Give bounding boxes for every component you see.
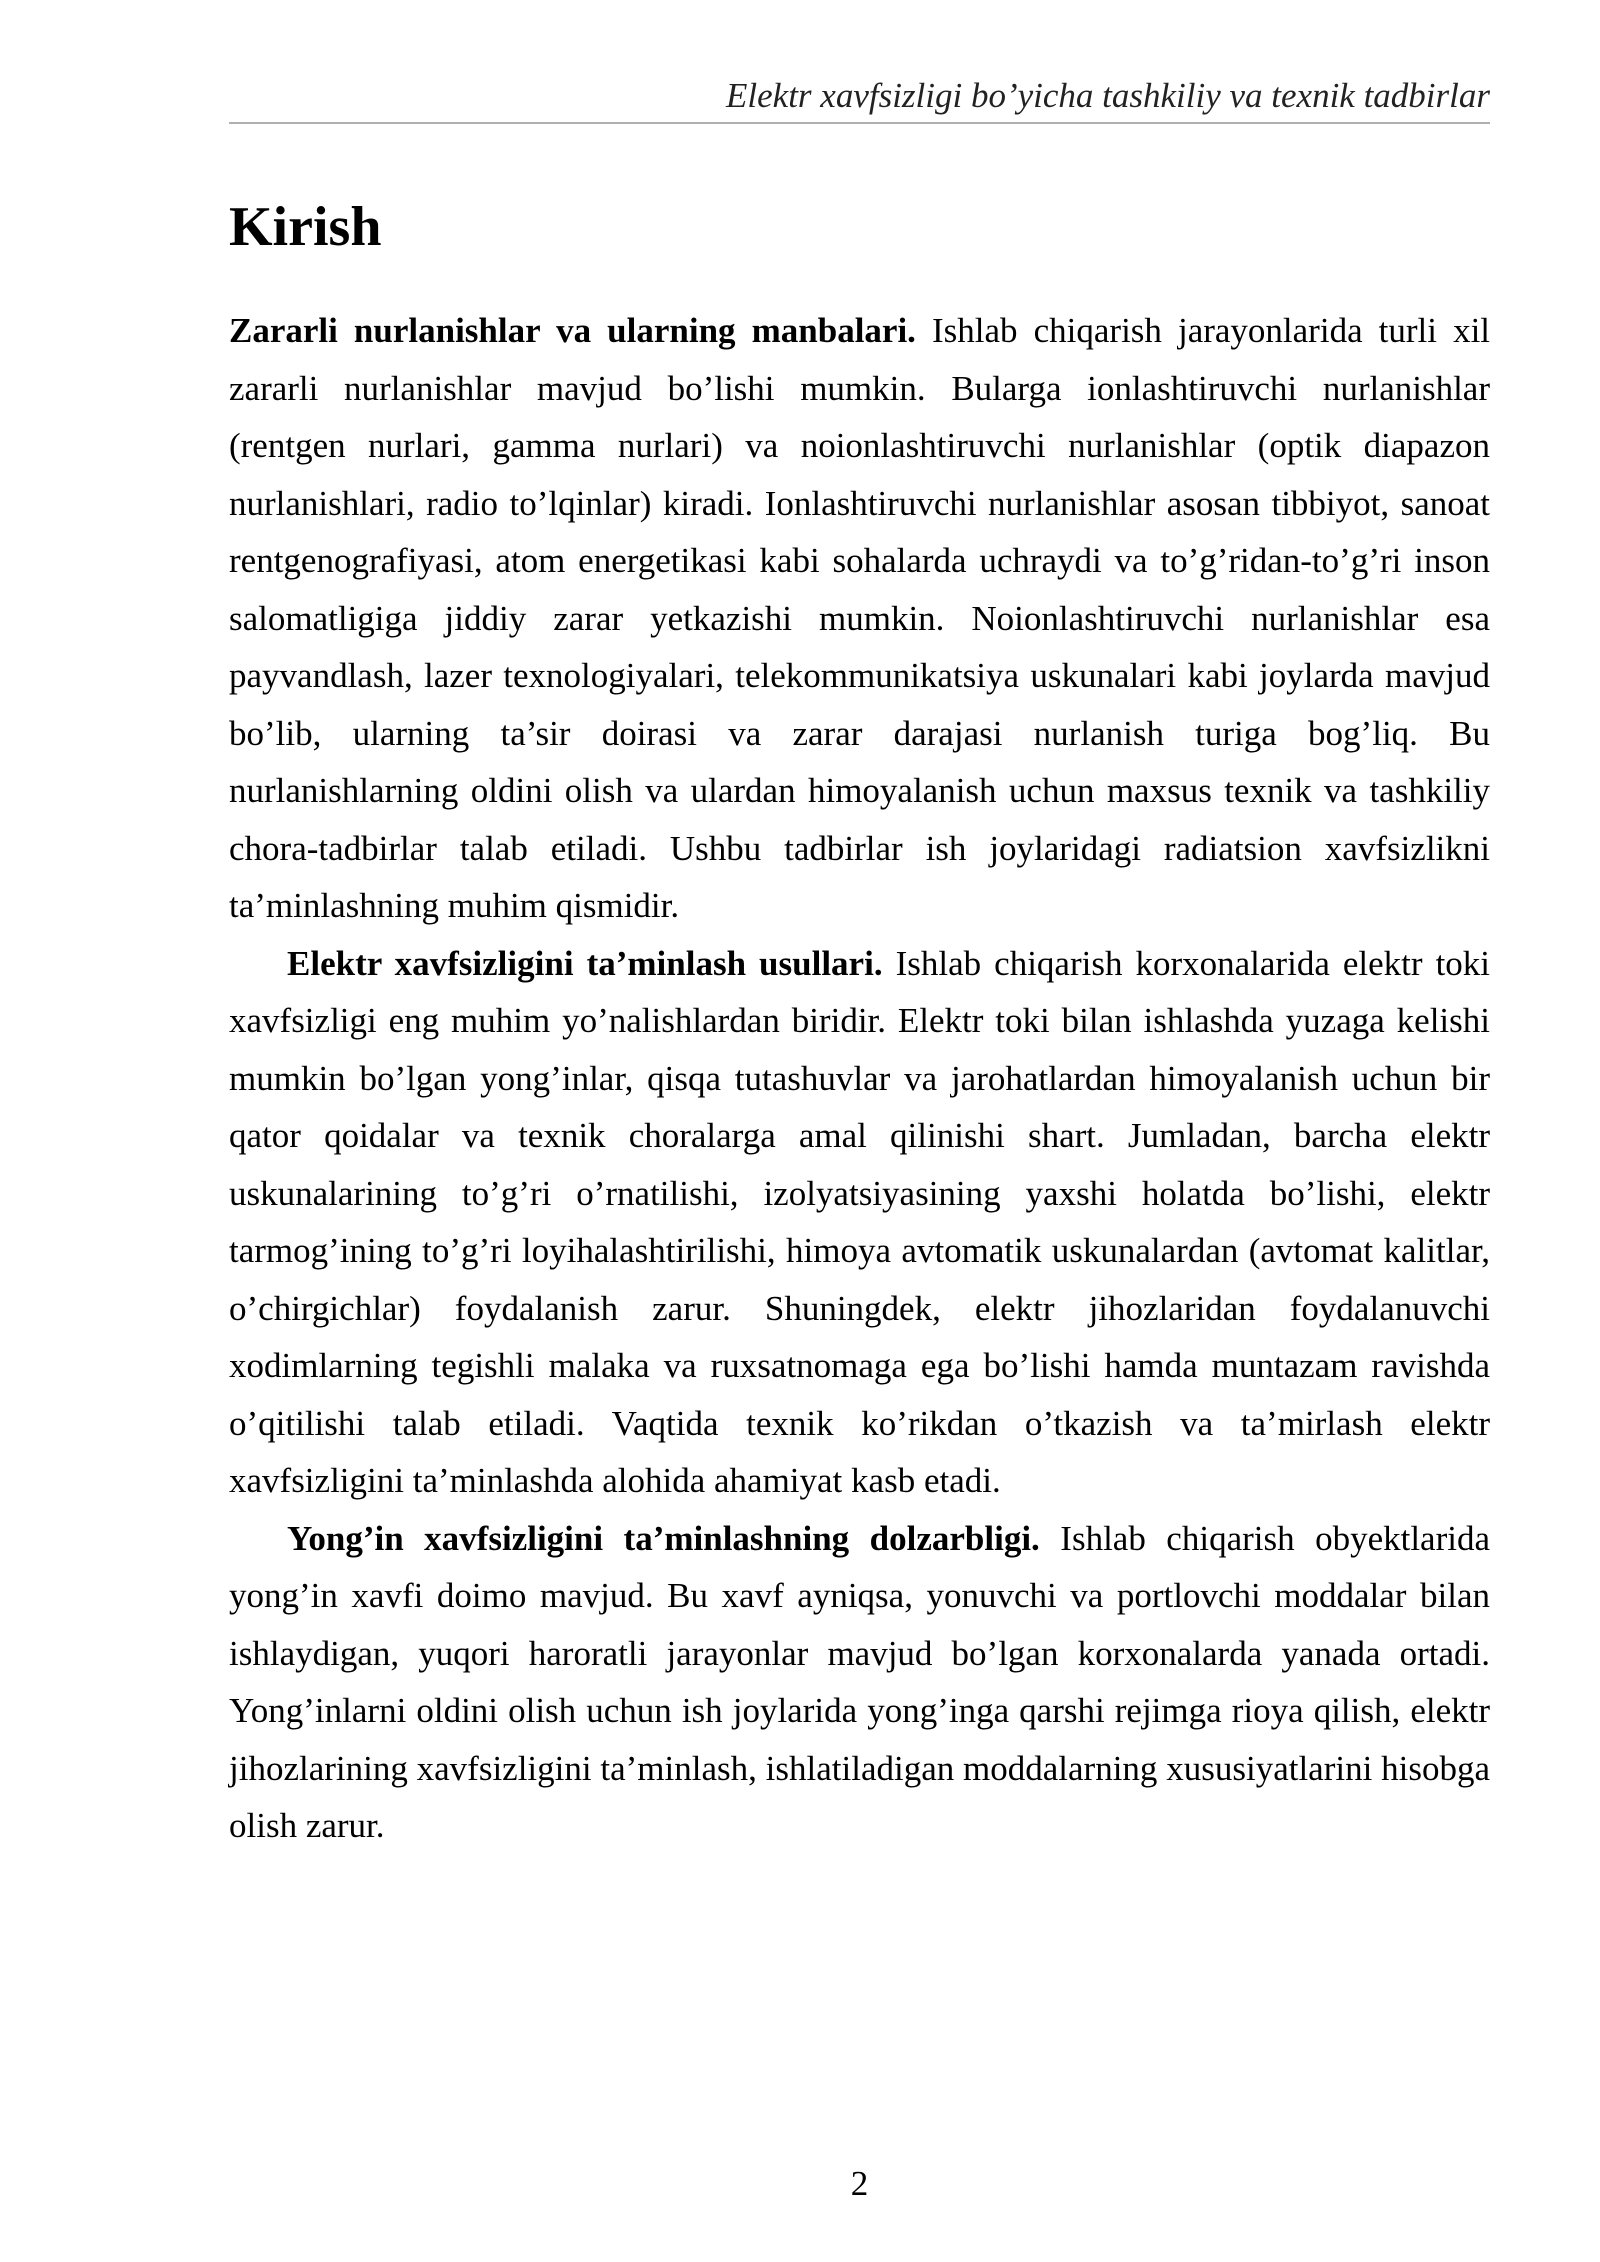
paragraph-text: Ishlab chiqarish jarayonlarida turli xil zararli nurlanishlar mavjud bo’lishi mumkin. Bularga ionlashtiruvchi nurlanishlar (rentgen nurlari, gamma nurlari) va noionlashtiruvchi nurlanishlar (optik diapazon nurlanishlari, radio to’lqinlar) kiradi. Ionlashtiruvchi nurlanishlar asosan tibbiyot, sanoat rentgenografiyasi, atom energetikasi kabi sohalarda uchraydi va to’g’ridan-to’g’ri inson salomatligiga jiddiy zarar yetkazishi mumkin. Noionlashtiruvchi nurlanishlar esa payvandlash, lazer texnologiyalari, telekommunikatsiya uskunalari kabi joylarda mavjud bo’lib, ularning ta’sir doirasi va zarar darajasi nurlanish turiga bog’liq. Bu nurlanishlarning oldini olish va ulardan himoyalanish uchun maxsus texnik va tashkiliy chora-tadbirlar talab etiladi. Ushbu tadbirlar ish joylaridagi radiatsion xavfsizlikni ta’minlashning muhim qismidir. — [229, 311, 1491, 925]
running-header: Elektr xavfsizligi bo’yicha tashkiliy va texnik tadbirlar — [229, 72, 1490, 124]
chapter-title: Kirish — [229, 196, 382, 258]
paragraph-fire-safety — [229, 1510, 1490, 1855]
paragraph-text: Ishlab chiqarish obyektlarida yong’in xavfi doimo mavjud. Bu xavf ayniqsa, yonuvchi va portlovchi moddalar bilan ishlaydigan, yuqori haroratli jarayonlar mavjud bo’lgan korxonalarda yanada ortadi. Yong’inlarni oldini olish uchun ish joylarida yong’inga qarshi rejimga rioya qilish, elektr jihozlarining xavfsizligini ta’minlash, ishlatiladigan moddalarning xususiyatlarini hisobga olish zarur. — [229, 1518, 1491, 1845]
paragraph-radiation — [229, 302, 1490, 935]
paragraph-term: Yong’in xavfsizligini ta’minlashning dolzarbligi. — [287, 1518, 1040, 1558]
paragraph-text: Ishlab chiqarish korxonalarida elektr toki xavfsizligi eng muhim yo’nalishlardan biridir. Elektr toki bilan ishlashda yuzaga kelishi mumkin bo’lgan yong’inlar, qisqa tutashuvlar va jarohatlardan himoyalanish uchun bir qator qoidalar va texnik choralarga amal qilinishi shart. Jumladan, barcha elektr uskunalarining to’g’ri o’rnatilishi, izolyatsiyasining yaxshi holatda bo’lishi, elektr tarmog’ining to’g’ri loyihalashtirilishi, himoya avtomatik uskunalardan (avtomat kalitlar, o’chirgichlar) foydalanish zarur. Shuningdek, elektr jihozlaridan foydalanuvchi xodimlarning tegishli malaka va ruxsatnomaga ega bo’lishi hamda muntazam ravishda o’qitilishi talab etiladi. Vaqtida texnik ko’rikdan o’tkazish va ta’mirlash elektr xavfsizligini ta’minlashda alohida ahamiyat kasb etadi. — [229, 943, 1491, 1500]
paragraph-term: Elektr xavfsizligini ta’minlash usullari. — [287, 943, 883, 983]
paragraph-term: Zararli nurlanishlar va ularning manbalari. — [229, 311, 916, 350]
body-text — [229, 302, 1490, 1855]
page-number: 2 — [850, 2164, 869, 2203]
document-page — [229, 0, 1490, 2262]
paragraph-electrical-safety — [229, 935, 1490, 1510]
